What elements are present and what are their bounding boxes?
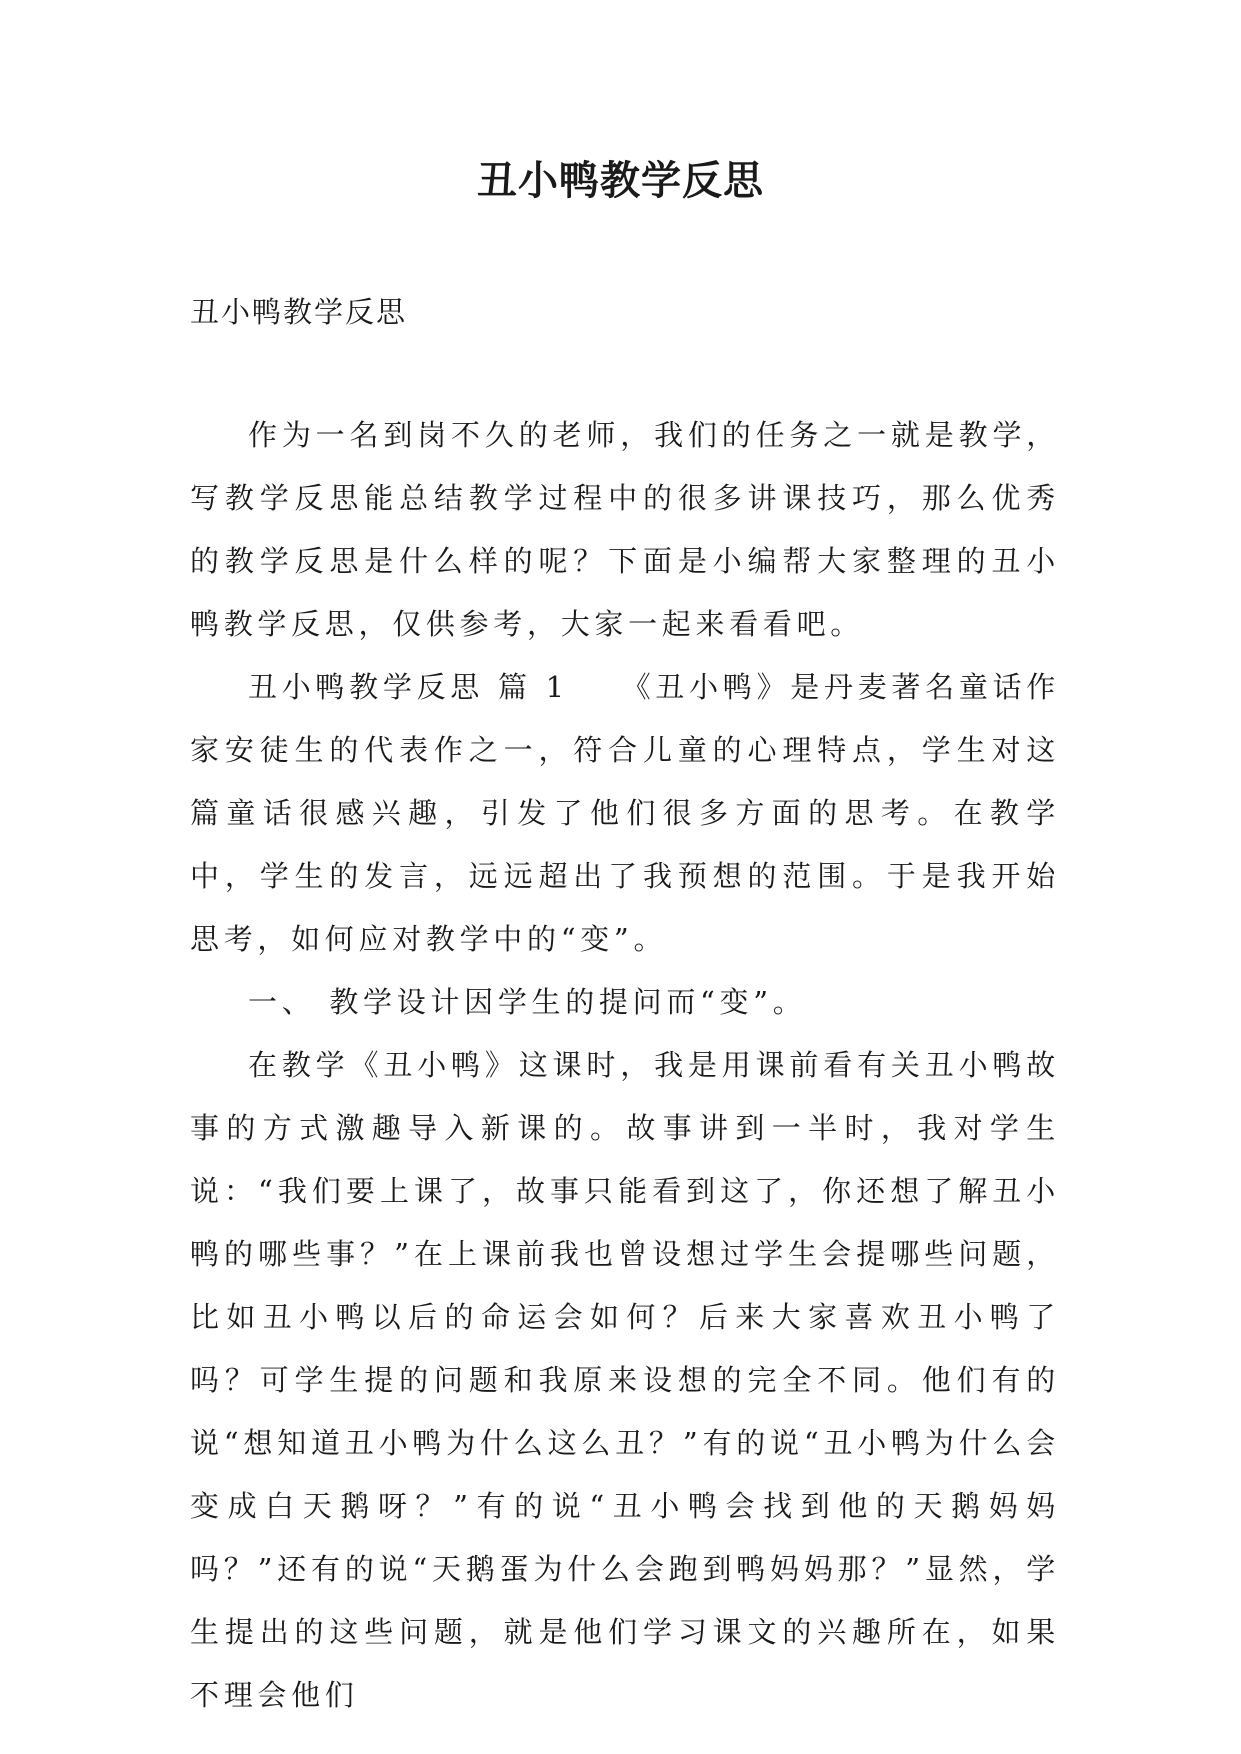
document-body <box>190 404 1060 1727</box>
body-paragraph: 在教学《丑小鸭》这课时，我是用课前看有关丑小鸭故事的方式激趣导入新课的。故事讲到一半时，我对学生说：“我们要上课了，故事只能看到这了，你还想了解丑小鸭的哪些事？”在上课前我也曾设想过学生会提哪些问题，比如丑小鸭以后的命运会如何？后来大家喜欢丑小鸭了吗？可学生提的问题和我原来设想的完全不同。他们有的说“想知道丑小鸭为什么这么丑？”有的说“丑小鸭为什么会变成白天鹅呀？”有的说“丑小鸭会找到他的天鹅妈妈吗？”还有的说“天鹅蛋为什么会跑到鸭妈妈那？”显然，学生提出的这些问题，就是他们学习课文的兴趣所在，如果不理会他们 <box>190 1048 1060 1712</box>
section-1-paragraph: 丑小鸭教学反思 篇 1 《丑小鸭》是丹麦著名童话作家安徒生的代表作之一，符合儿童的心理特点，学生对这篇童话很感兴趣，引发了他们很多方面的思考。在教学中，学生的发言，远远超出了我预想的范围。于是我开始思考，如何应对教学中的“变”。 <box>190 670 1060 956</box>
intro-paragraph: 作为一名到岗不久的老师，我们的任务之一就是教学，写教学反思能总结教学过程中的很多讲课技巧，那么优秀的教学反思是什么样的呢？下面是小编帮大家整理的丑小鸭教学反思，仅供参考，大家一起来看看吧。 <box>190 418 1060 641</box>
document-title: 丑小鸭教学反思 <box>477 157 764 204</box>
document-subtitle: 丑小鸭教学反思 <box>190 295 408 329</box>
heading-paragraph: 一、 教学设计因学生的提问而“变”。 <box>248 985 807 1019</box>
